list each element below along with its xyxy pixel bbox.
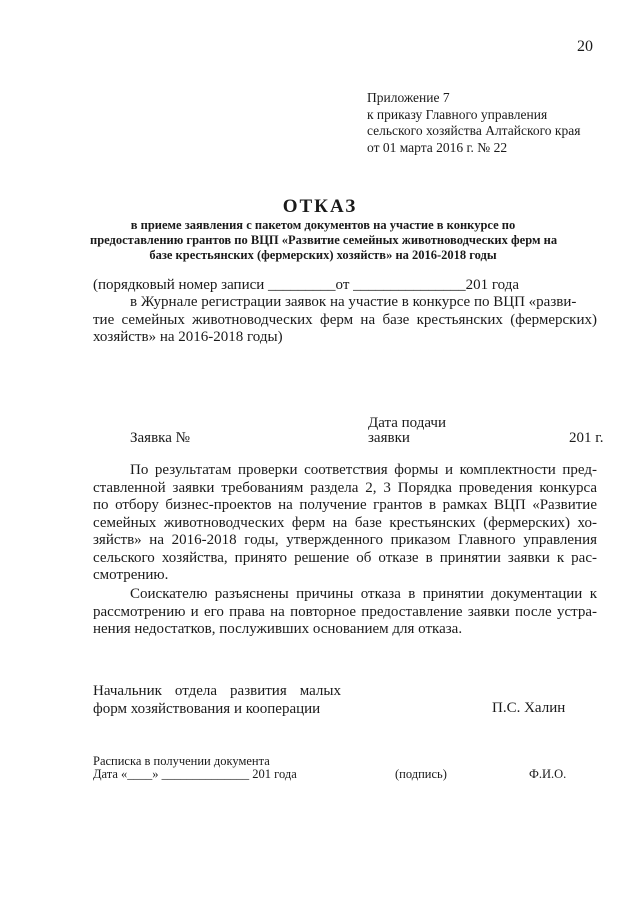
receipt-fio-label: Ф.И.О. <box>529 767 567 781</box>
paragraph-line: зяйств» на 2016-2018 годы, утвержденного приказом Главного управления <box>93 532 597 548</box>
paragraph-results <box>93 462 597 585</box>
paragraph-line: смотрению. <box>93 567 169 583</box>
paragraph-line: семейных животноводческих ферм на базе крестьянских (фермерских) хо- <box>93 514 597 531</box>
application-year: 201 г. <box>569 430 604 446</box>
appendix-line: от 01 марта 2016 г. № 22 <box>367 139 508 155</box>
subtitle-line: предоставлению грантов по ВЦП «Развитие семейных животноводческих ферм на <box>90 233 558 247</box>
submission-date-label: Дата подачи <box>368 415 447 431</box>
paragraph-line: ставленной заявки требованиям раздела 2, 3 Порядка проведения конкурса <box>93 479 597 496</box>
appendix-line: к приказу Главного управления <box>367 106 548 122</box>
application-number-label: Заявка № <box>130 430 190 446</box>
appendix-line: сельского хозяйства Алтайского края <box>367 123 581 138</box>
paragraph-line: По результатам проверки соответствия формы и комплектности пред- <box>130 462 597 478</box>
paragraph-line: сельского хозяйства, принято решение об отказе в принятии заявки к рас- <box>93 549 597 566</box>
receipt-title: Расписка в получении документа <box>93 754 270 768</box>
document-subtitle <box>90 218 556 263</box>
subtitle-line: в приеме заявления с пакетом документов на участие в конкурсе по <box>130 218 516 232</box>
receipt-signature-label: (подпись) <box>395 767 447 781</box>
paragraph-explanation <box>93 586 597 639</box>
page-number: 20 <box>577 38 593 55</box>
appendix-header <box>367 90 580 156</box>
appendix-line: Приложение 7 <box>367 90 450 105</box>
subtitle-line: базе крестьянских (фермерских) хозяйств» на 2016-2018 годы <box>149 248 497 262</box>
submission-date-label-2: заявки <box>368 430 410 446</box>
journal-line: хозяйств» на 2016-2018 годы) <box>93 329 283 345</box>
signatory-name: П.С. Халин <box>492 700 566 716</box>
position-line: Начальник отдела развития малых <box>93 683 341 699</box>
paragraph-line: нения недостатков, послуживших основанием для отказа. <box>93 621 463 637</box>
journal-line: в Журнале регистрации заявок на участие в конкурсе по ВЦП «разви- <box>130 294 577 310</box>
journal-line: тие семейных животноводческих ферм на базе крестьянских (фермерских) <box>93 311 597 328</box>
journal-block <box>93 294 597 347</box>
receipt-date-line: Дата «____» ______________ 201 года <box>93 767 297 781</box>
paragraph-line: рассмотрению и его права на повторное предоставление заявки после устра- <box>93 603 597 620</box>
registration-line: (порядковый номер записи _________от _______________201 года <box>93 277 520 293</box>
position-line: форм хозяйствования и кооперации <box>93 700 321 717</box>
document-title: ОТКАЗ <box>282 196 358 217</box>
signatory-position <box>93 683 341 718</box>
paragraph-line: по отбору бизнес-проектов на получение грантов в рамках ВЦП «Развитие <box>93 497 597 513</box>
paragraph-line: Соискателю разъяснены причины отказа в принятии документации к <box>130 586 597 602</box>
